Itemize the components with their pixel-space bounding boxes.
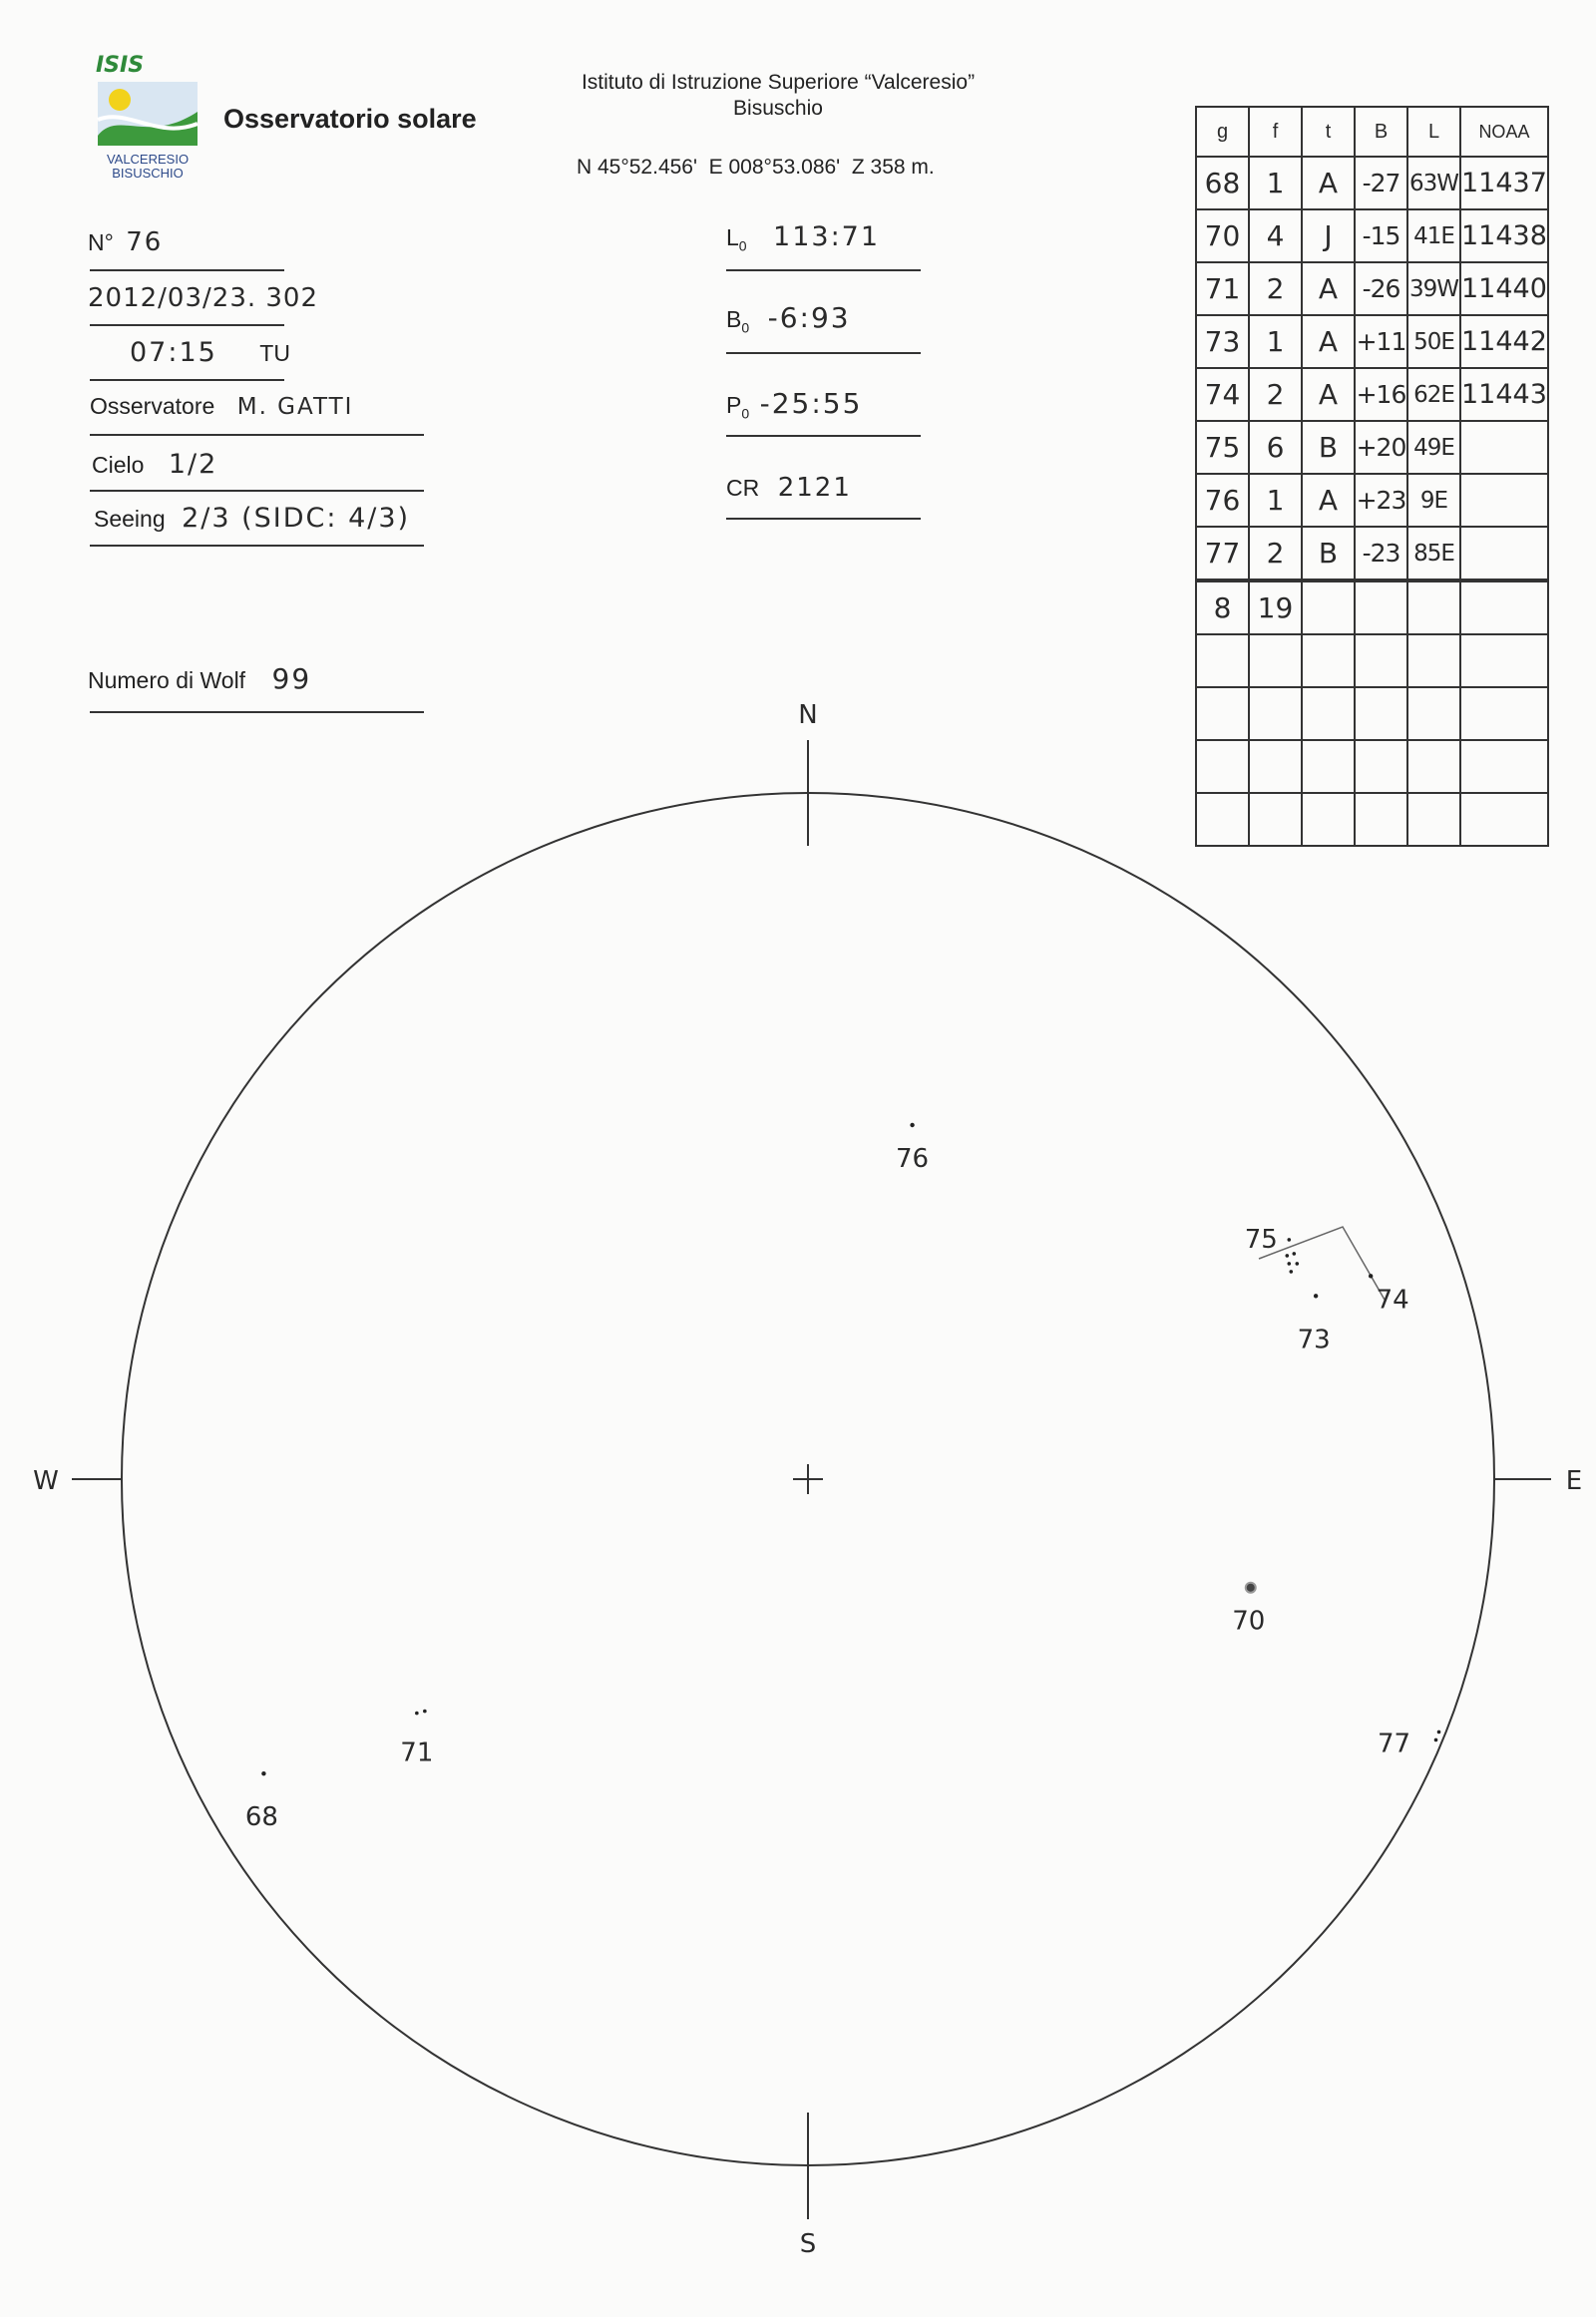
west-label: W (33, 1466, 59, 1496)
sunspot (1434, 1738, 1438, 1742)
cell-group: 71 (1196, 262, 1249, 315)
cr-value: 2121 (777, 473, 852, 503)
cell-longitude: 41E (1407, 209, 1460, 262)
sunspot-group-77 (1378, 1729, 1440, 1758)
sunspot (1292, 1252, 1296, 1256)
p0-label: $P_0$ (726, 392, 750, 422)
cell-group: 77 (1196, 527, 1249, 580)
number-value: 76 (126, 227, 164, 257)
sunspot-group-74 (1369, 1274, 1409, 1315)
seeing-label: Seeing (94, 506, 166, 532)
sunspot (423, 1710, 427, 1714)
group-75-bracket (1259, 1227, 1385, 1300)
sunspot-group-label: 71 (400, 1738, 434, 1768)
cell-longitude: 49E (1407, 421, 1460, 474)
cell-latitude: +16 (1355, 368, 1407, 421)
cell-noaa: 11440 (1460, 262, 1548, 315)
institute-town: Bisuschio (733, 97, 823, 120)
sunspot-group-label: 76 (896, 1143, 930, 1174)
sunspot-group-76 (896, 1123, 929, 1174)
date-value: 2012/03/23. 302 (88, 283, 319, 313)
sunspot (1295, 1262, 1299, 1266)
sunspot-group-label: 75 (1244, 1224, 1278, 1255)
cell-spots: 1 (1249, 474, 1302, 527)
cell-type: B (1302, 421, 1355, 474)
cell-group: 8 (1196, 580, 1249, 634)
wolf-label: Numero di Wolf (88, 667, 246, 693)
sunspot-group-label: 73 (1297, 1325, 1331, 1355)
cell-spots: 19 (1249, 580, 1302, 634)
cell-type: A (1302, 262, 1355, 315)
sunspot-group-75 (1245, 1225, 1299, 1274)
table-header-g: g (1196, 107, 1249, 157)
cell-latitude: +23 (1355, 474, 1407, 527)
sunspot (1314, 1294, 1318, 1298)
table-header-noaa: NOAA (1460, 107, 1548, 157)
observer-value: M. GATTI (236, 394, 354, 420)
cell-spots: 4 (1249, 209, 1302, 262)
cell-type: J (1302, 209, 1355, 262)
east-label: E (1565, 1466, 1583, 1496)
cell-type: A (1302, 368, 1355, 421)
b0-value: -6:93 (767, 301, 851, 334)
cell-type: A (1302, 315, 1355, 368)
cell-spots: 1 (1249, 157, 1302, 209)
cell-latitude: -15 (1355, 209, 1407, 262)
cell-noaa: 11437 (1460, 157, 1548, 209)
sunspot-group-71 (400, 1710, 433, 1768)
cell-group: 68 (1196, 157, 1249, 209)
cell-type: A (1302, 157, 1355, 209)
cell-latitude: +11 (1355, 315, 1407, 368)
observer-label: Osservatore (90, 393, 215, 419)
time-unit: TU (259, 340, 290, 366)
sunspot (1246, 1583, 1256, 1593)
sunspot (1289, 1270, 1293, 1274)
cell-longitude: 85E (1407, 527, 1460, 580)
cell-longitude: 39W (1407, 262, 1460, 315)
wolf-value: 99 (271, 662, 312, 695)
cell-longitude: 63W (1407, 157, 1460, 209)
cell-spots: 2 (1249, 368, 1302, 421)
table-header-l: L (1407, 107, 1460, 157)
cell-latitude: -27 (1355, 157, 1407, 209)
cell-group: 70 (1196, 209, 1249, 262)
l0-label: $L_0$ (726, 224, 747, 254)
cell-group: 73 (1196, 315, 1249, 368)
cell-latitude: +20 (1355, 421, 1407, 474)
l0-value: 113:71 (773, 221, 881, 252)
cell-longitude: 50E (1407, 315, 1460, 368)
cell-type: A (1302, 474, 1355, 527)
sunspot-group-label: 70 (1232, 1606, 1266, 1637)
cell-noaa: 11442 (1460, 315, 1548, 368)
cell-spots: 2 (1249, 527, 1302, 580)
cell-latitude: -23 (1355, 527, 1407, 580)
south-label: S (799, 2229, 817, 2259)
table-header-b: B (1355, 107, 1407, 157)
table-header-t: t (1302, 107, 1355, 157)
table-header-f: f (1249, 107, 1302, 157)
sunspot (1285, 1254, 1289, 1258)
sunspot (1369, 1274, 1373, 1278)
cell-spots: 2 (1249, 262, 1302, 315)
time-value: 07:15 (130, 337, 217, 368)
sunspot-group-70 (1232, 1583, 1265, 1637)
logo-line1: VALCERESIO (106, 152, 190, 167)
page-title: Osservatorio solare (223, 104, 477, 134)
p0-value: -25:55 (759, 387, 863, 420)
logo-acronym: ISIS (96, 53, 145, 78)
sunspot-group-73 (1298, 1294, 1331, 1354)
sunspot-group-label: 74 (1376, 1285, 1409, 1316)
cell-group: 74 (1196, 368, 1249, 421)
sky-label: Cielo (92, 452, 145, 478)
cell-noaa: 11438 (1460, 209, 1548, 262)
sunspot (910, 1123, 914, 1127)
logo-line2: BISUSCHIO (112, 166, 184, 181)
observatory-coordinates: N 45°52.456' E 008°53.086' Z 358 m. (577, 156, 935, 179)
cell-longitude: 9E (1407, 474, 1460, 527)
cr-label: CR (726, 475, 760, 501)
north-label: N (798, 700, 818, 730)
sunspot (415, 1712, 419, 1716)
cell-noaa: 11443 (1460, 368, 1548, 421)
institute-line: Istituto di Istruzione Superiore “Valceresio” (581, 71, 976, 94)
sunspot (1287, 1262, 1291, 1266)
cell-group: 75 (1196, 421, 1249, 474)
sunspot-group-68 (245, 1771, 278, 1832)
cell-spots: 1 (1249, 315, 1302, 368)
cell-group: 76 (1196, 474, 1249, 527)
b0-label: $B_0$ (726, 306, 750, 336)
sunspot (261, 1771, 265, 1775)
seeing-value: 2/3 (SIDC: 4/3) (182, 503, 411, 534)
cell-spots: 6 (1249, 421, 1302, 474)
number-label: N° (88, 229, 114, 255)
sunspot-group-label: 77 (1377, 1729, 1411, 1759)
sky-value: 1/2 (168, 449, 218, 480)
cell-type: B (1302, 527, 1355, 580)
sunspot (1287, 1238, 1291, 1242)
cell-longitude: 62E (1407, 368, 1460, 421)
sunspot (1437, 1731, 1441, 1735)
cell-latitude: -26 (1355, 262, 1407, 315)
sunspot-group-label: 68 (244, 1802, 278, 1833)
